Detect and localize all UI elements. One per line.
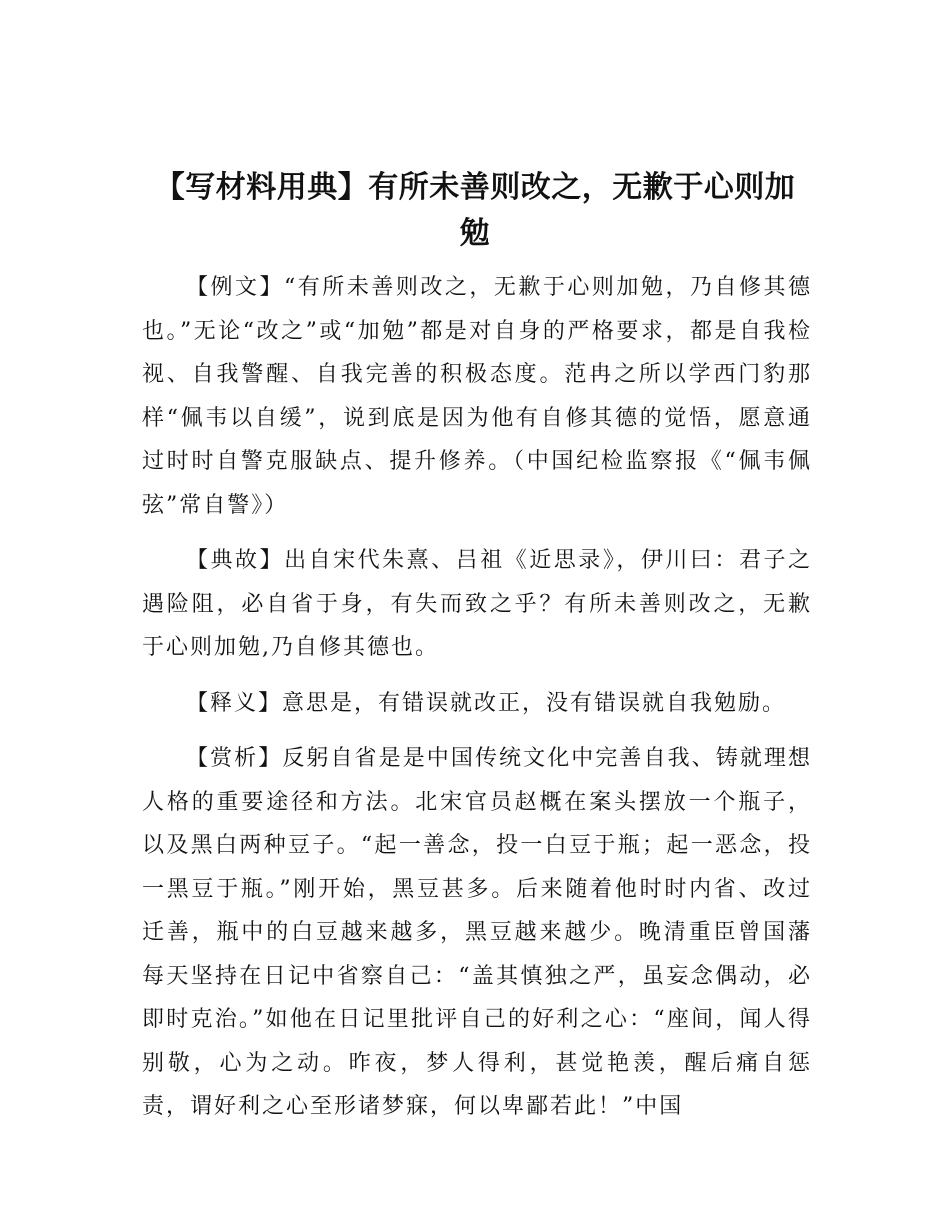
- document-title: 【写材料用典】有所未善则改之，无歉于心则加勉: [154, 170, 796, 251]
- paragraph-meaning: 【释义】意思是，有错误就改正，没有错误就自我勉励。: [186, 690, 787, 716]
- paragraph-example: 【例文】“有所未善则改之，无歉于心则加勉，乃自修其德也。”无论“改之”或“加勉”都是对自身的严格要求，都是自我检视、自我警醒、自我完善的积极态度。范冉之所以学西门豹那样“佩韦以自缓”，说到底是因为他有自修其德的觉悟，愿意通过时时自警克服缺点、提升修养。（中国纪检监察报《“佩韦佩弦”常自警》）: [142, 275, 812, 518]
- paragraph-allusion: 【典故】出自宋代朱熹、吕祖《近思录》，伊川曰：君子之遇险阻，必自省于身，有失而致之乎？有所未善则改之，无歉于心则加勉,乃自修其德也。: [142, 548, 812, 660]
- document-body: [142, 266, 812, 1129]
- paragraph-appreciation: 【赏析】反躬自省是是中国传统文化中完善自我、铸就理想人格的重要途径和方法。北宋官员赵概在案头摆放一个瓶子，以及黑白两种豆子。“起一善念，投一白豆于瓶；起一恶念，投一黑豆于瓶。”刚开始，黑豆甚多。后来随着他时时内省、改过迁善，瓶中的白豆越来越多，黑豆越来越少。晚清重臣曾国藩每天坚持在日记中省察自己：“盖其慎独之严，虽妄念偶动，必即时克治。”如他在日记里批评自己的好利之心：“座间，闻人得别敬，心为之动。昨夜，梦人得利，甚觉艳羡，醒后痛自惩责，谓好利之心至形诸梦寐，何以卑鄙若此！”中国: [142, 746, 812, 1119]
